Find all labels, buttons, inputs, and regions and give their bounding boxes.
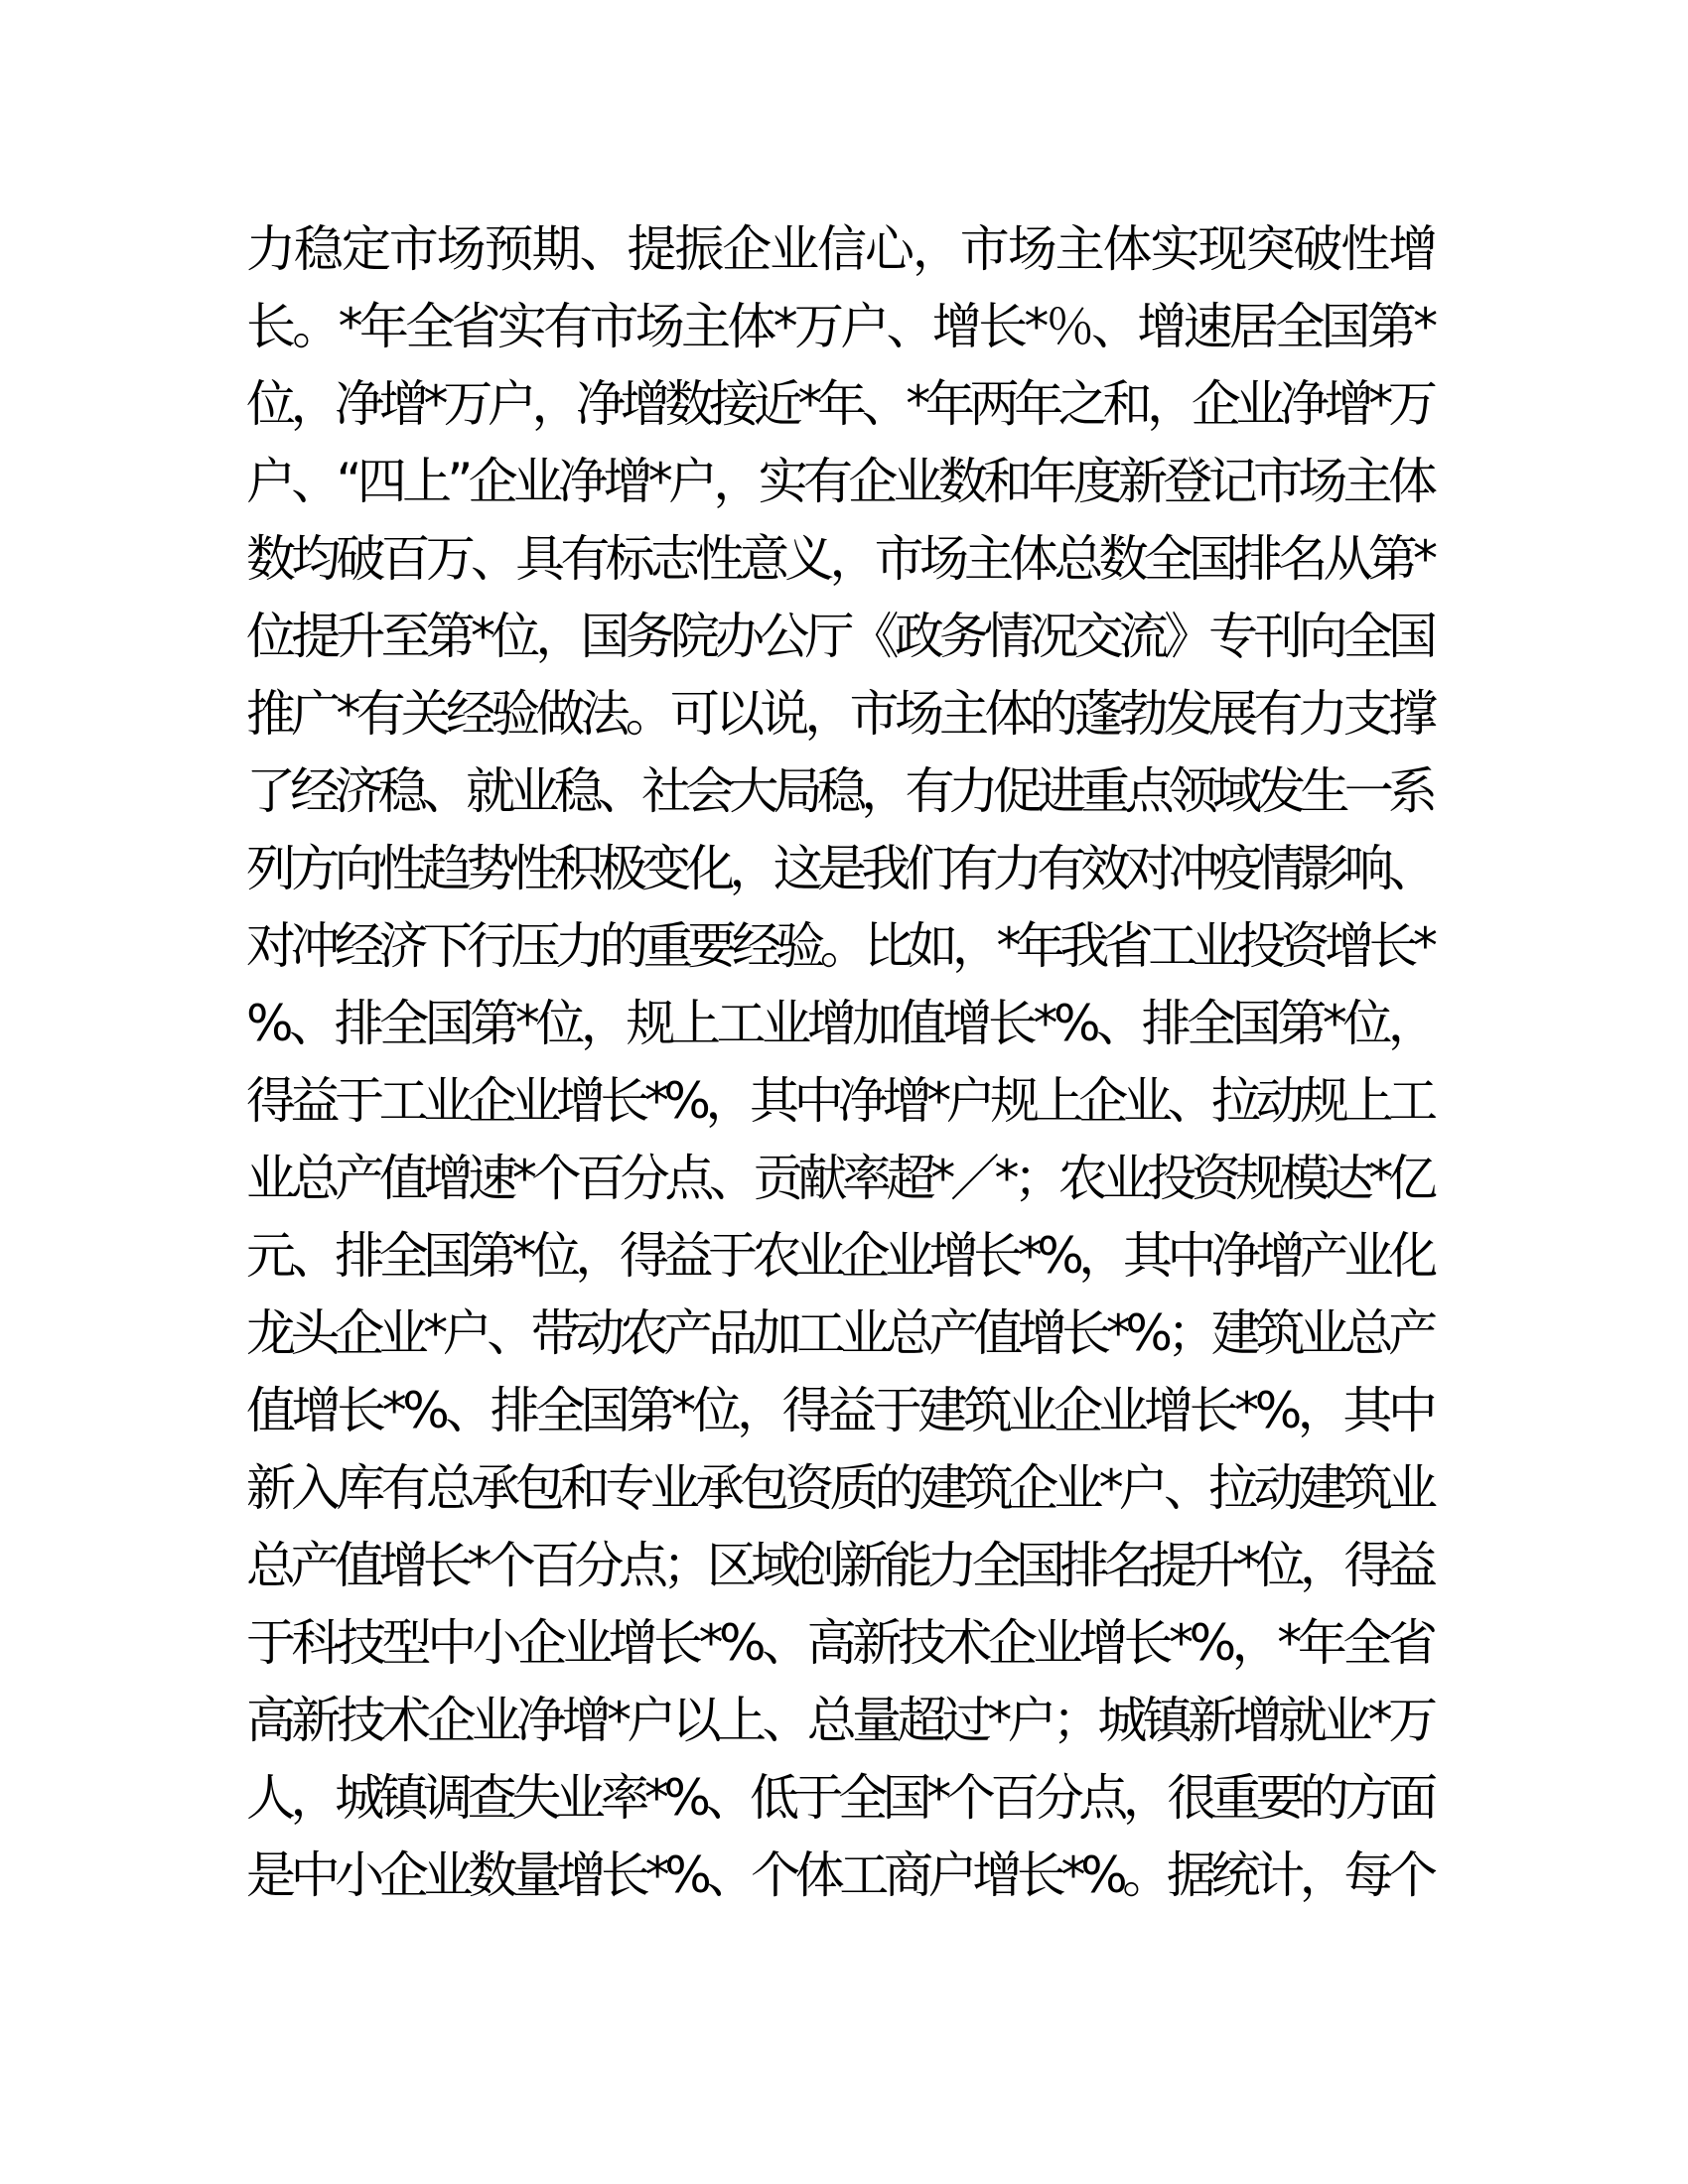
text-line: 了经济稳、就业稳、社会大局稳，有力促进重点领域发生一系 (246, 762, 1433, 820)
body-paragraph (246, 210, 1438, 1914)
text-line: 位，净增*万户，净增数接近*年、*年两年之和，企业净增*万 (246, 375, 1433, 433)
text-line: 位提升至第*位，国务院办公厅《政务情况交流》专刊向全国 (246, 608, 1434, 665)
text-line: 对冲经济下行压力的重要经验。比如，*年我省工业投资增长* (246, 917, 1433, 975)
text-line: 是中小企业数量增长*%、个体工商户增长*%。据统计，每个 (246, 1846, 1433, 1904)
text-line: 人，城镇调查失业率*%、低于全国*个百分点，很重要的方面 (246, 1769, 1433, 1827)
text-line: 值增长*%、排全国第*位，得益于建筑业企业增长*%，其中 (246, 1382, 1434, 1439)
text-line: 总产值增长*个百分点；区域创新能力全国排名提升*位，得益 (246, 1537, 1433, 1594)
text-line: 长。*年全省实有市场主体*万户、增长*％、增速居全国第* (246, 298, 1435, 355)
text-line: 户、“四上”企业净增*户，实有企业数和年度新登记市场主体 (246, 453, 1434, 510)
text-line: 龙头企业*户、带动农产品加工业总产值增长*%；建筑业总产 (246, 1304, 1433, 1362)
text-line: 新入库有总承包和专业承包资质的建筑企业*户、拉动建筑业 (246, 1459, 1434, 1517)
text-line: 元、排全国第*位，得益于农业企业增长*%，其中净增产业化 (246, 1227, 1433, 1285)
text-line: 得益于工业企业增长*%，其中净增*户规上企业、拉动规上工 (246, 1072, 1433, 1130)
text-line: 于科技型中小企业增长*%、高新技术企业增长*%，*年全省 (246, 1614, 1434, 1672)
text-line: 高新技术企业净增*户以上、总量超过*户；城镇新增就业*万 (246, 1692, 1434, 1749)
text-line: 力稳定市场预期、提振企业信心，市场主体实现突破性增 (246, 220, 1436, 278)
text-line: 列方向性趋势性积极变化，这是我们有力有效对冲疫情影响、 (246, 840, 1433, 897)
text-line: 数均破百万、具有标志性意义，市场主体总数全国排名从第* (246, 530, 1434, 588)
text-line: 业总产值增速*个百分点、贡献率超*／*；农业投资规模达*亿 (246, 1150, 1433, 1207)
text-line: %、排全国第*位，规上工业增加值增长*%、排全国第*位， (246, 995, 1434, 1052)
text-line: 推广*有关经验做法。可以说，市场主体的蓬勃发展有力支撑 (246, 685, 1434, 743)
